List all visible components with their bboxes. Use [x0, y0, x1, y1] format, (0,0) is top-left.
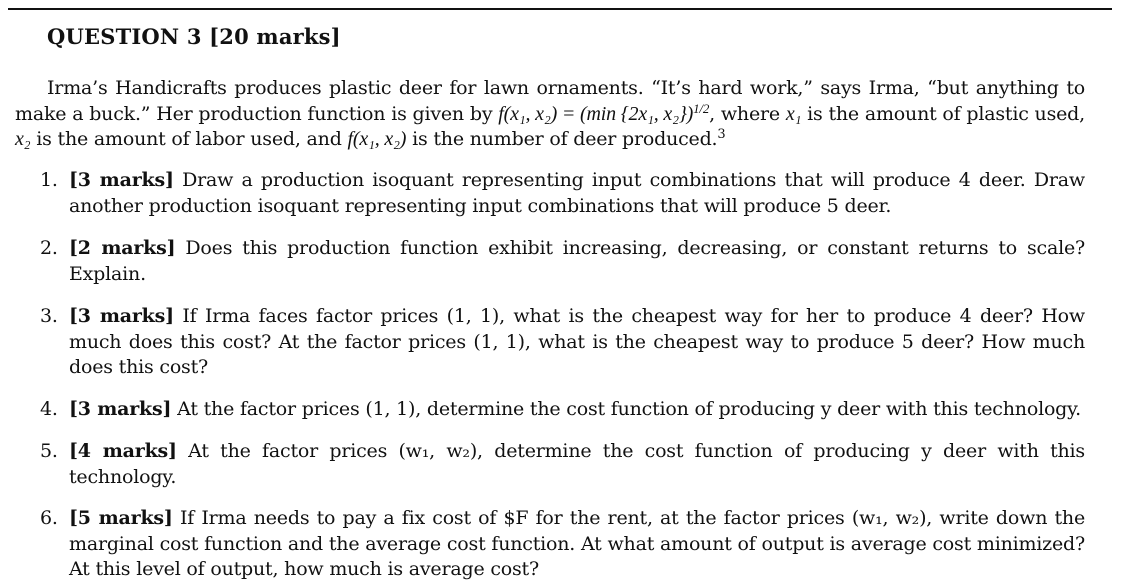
question-text: Does this production function exhibit increasing, decreasing, or constant returns to scale? Explain. — [69, 237, 1085, 285]
intro-text-3: is the amount of plastic used, — [801, 102, 1085, 125]
question-marks: [3 marks] — [69, 397, 172, 420]
question-item — [40, 439, 1085, 490]
production-function-formula — [498, 100, 710, 125]
question-number: 5. — [40, 440, 58, 462]
question-marks: [2 marks] — [69, 237, 176, 259]
question-marks: [3 marks] — [69, 305, 174, 327]
question-text: Draw a production isoquant representing input combinations that will produce 4 deer. Draw another production isoquant representing input combinations that will produce 5 deer. — [69, 169, 1085, 217]
question-item — [40, 236, 1085, 287]
question-number: 6. — [40, 507, 58, 529]
question-heading: QUESTION 3 [20 marks] — [47, 24, 341, 49]
question-item — [40, 168, 1085, 219]
question-number: 2. — [40, 237, 58, 259]
question-number: 4. — [40, 397, 58, 420]
question-text: At the factor prices (w₁, w₂), determine the cost function of producing y deer with this technology. — [69, 440, 1085, 488]
top-rule — [8, 8, 1112, 10]
intro-text-1: Irma’s Handicrafts produces plastic deer for lawn ornaments. “It’s hard work,” says Irma, “but anything to make a buck.” Her production function is given by — [15, 77, 1085, 125]
formula-body: f(x₁, x₂) = (min {2x₁, x₂}) — [498, 102, 694, 125]
question-list — [40, 168, 1085, 583]
formula-exponent: 1/2 — [693, 100, 710, 116]
question-number: 1. — [40, 169, 58, 191]
question-text: If Irma faces factor prices (1, 1), what is the cheapest way for her to produce 4 deer? How much does this cost? At the factor prices (1, 1), what is the cheapest way to produce 5 deer? How much does this cost? — [69, 305, 1085, 378]
question-text: If Irma needs to pay a fix cost of $F for the rent, at the factor prices (w₁, w₂), write down the marginal cost function and the average cost function. At what amount of output is average cost minimized? At this level of output, how much is average cost? — [69, 507, 1085, 580]
question-number: 3. — [40, 305, 58, 327]
question-item — [40, 506, 1085, 583]
variable-x2: x₂ — [15, 128, 31, 150]
question-item — [40, 397, 1085, 423]
question-marks: [3 marks] — [69, 169, 174, 191]
intro-paragraph — [15, 76, 1085, 153]
footnote-marker: 3 — [717, 127, 726, 142]
intro-text-5: is the number of deer produced. — [406, 128, 718, 150]
question-text: At the factor prices (1, 1), determine the cost function of producing y deer with this technology. — [171, 397, 1081, 420]
intro-text-2: , where — [709, 102, 786, 125]
intro-text-4: is the amount of labor used, and — [30, 128, 348, 150]
question-marks: [4 marks] — [69, 440, 177, 462]
variable-f: f(x₁, x₂) — [347, 128, 407, 150]
variable-x1: x₁ — [785, 102, 802, 125]
question-item — [40, 304, 1085, 381]
question-marks: [5 marks] — [69, 507, 173, 529]
